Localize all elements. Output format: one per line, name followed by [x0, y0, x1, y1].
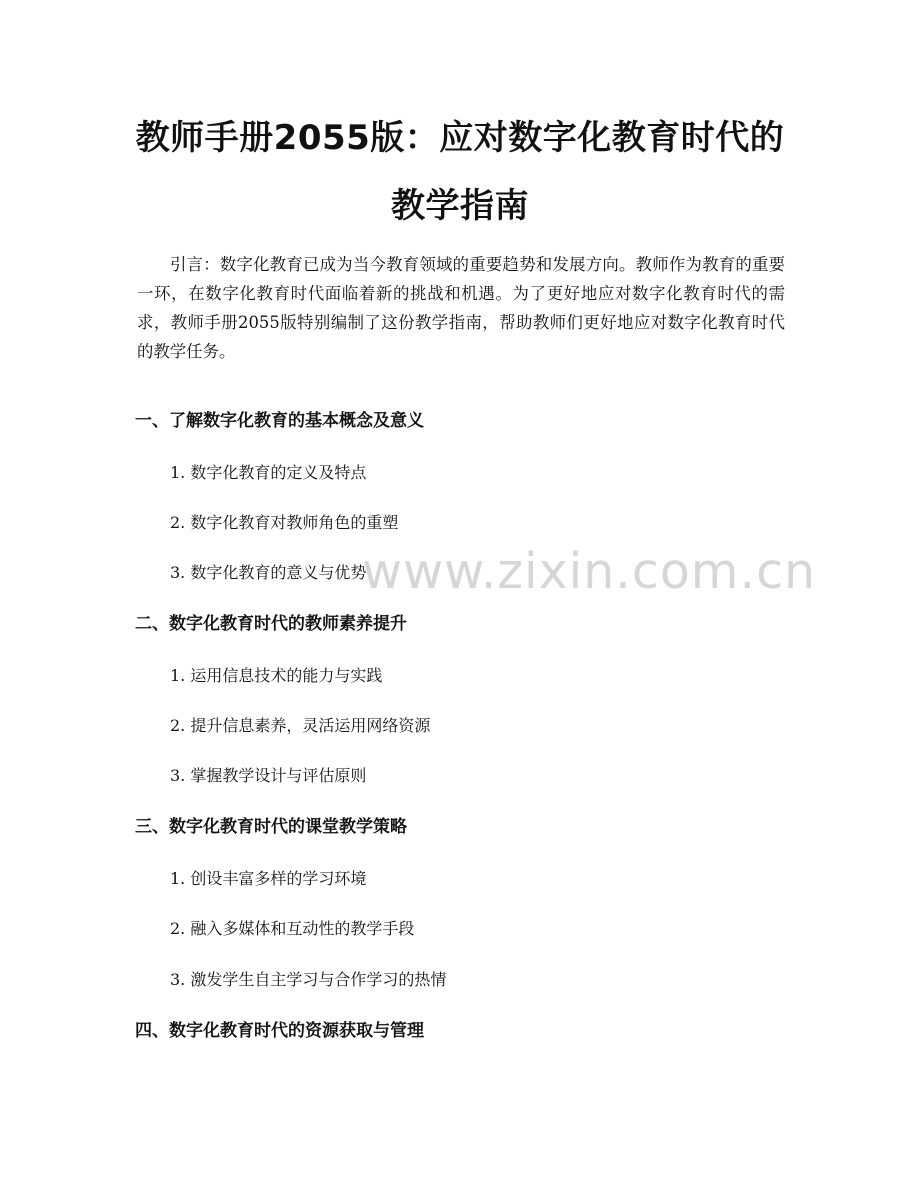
document-title: 教师手册2055版：应对数字化教育时代的教学指南: [135, 118, 785, 226]
intro-paragraph: 引言：数字化教育已成为当今教育领域的重要趋势和发展方向。教师作为教育的重要一环，在数字化教育时代面临着新的挑战和机遇。为了更好地应对数字化教育时代的需求，教师手册2055版特别编制了这份教学指南，帮助教师们更好地应对数字化教育时代的教学任务。: [137, 255, 785, 361]
list-item: 2. 数字化教育对教师角色的重塑: [170, 513, 399, 532]
list-item: 1. 创设丰富多样的学习环境: [170, 869, 367, 888]
section-heading-2: 二、数字化教育时代的教师素养提升: [135, 614, 407, 634]
list-item: 3. 数字化教育的意义与优势: [170, 563, 367, 582]
list-item: 1. 数字化教育的定义及特点: [170, 463, 367, 482]
list-item: 3. 掌握教学设计与评估原则: [170, 766, 367, 785]
list-item: 1. 运用信息技术的能力与实践: [170, 666, 383, 685]
list-item: 3. 激发学生自主学习与合作学习的热情: [170, 970, 447, 989]
section-heading-3: 三、数字化教育时代的课堂教学策略: [135, 817, 407, 837]
section-heading-4: 四、数字化教育时代的资源获取与管理: [135, 1021, 424, 1041]
list-item: 2. 提升信息素养，灵活运用网络资源: [170, 716, 431, 735]
watermark-text: www.zixin.com.cn: [362, 543, 817, 600]
list-item: 2. 融入多媒体和互动性的教学手段: [170, 919, 415, 938]
section-heading-1: 一、了解数字化教育的基本概念及意义: [135, 411, 424, 431]
